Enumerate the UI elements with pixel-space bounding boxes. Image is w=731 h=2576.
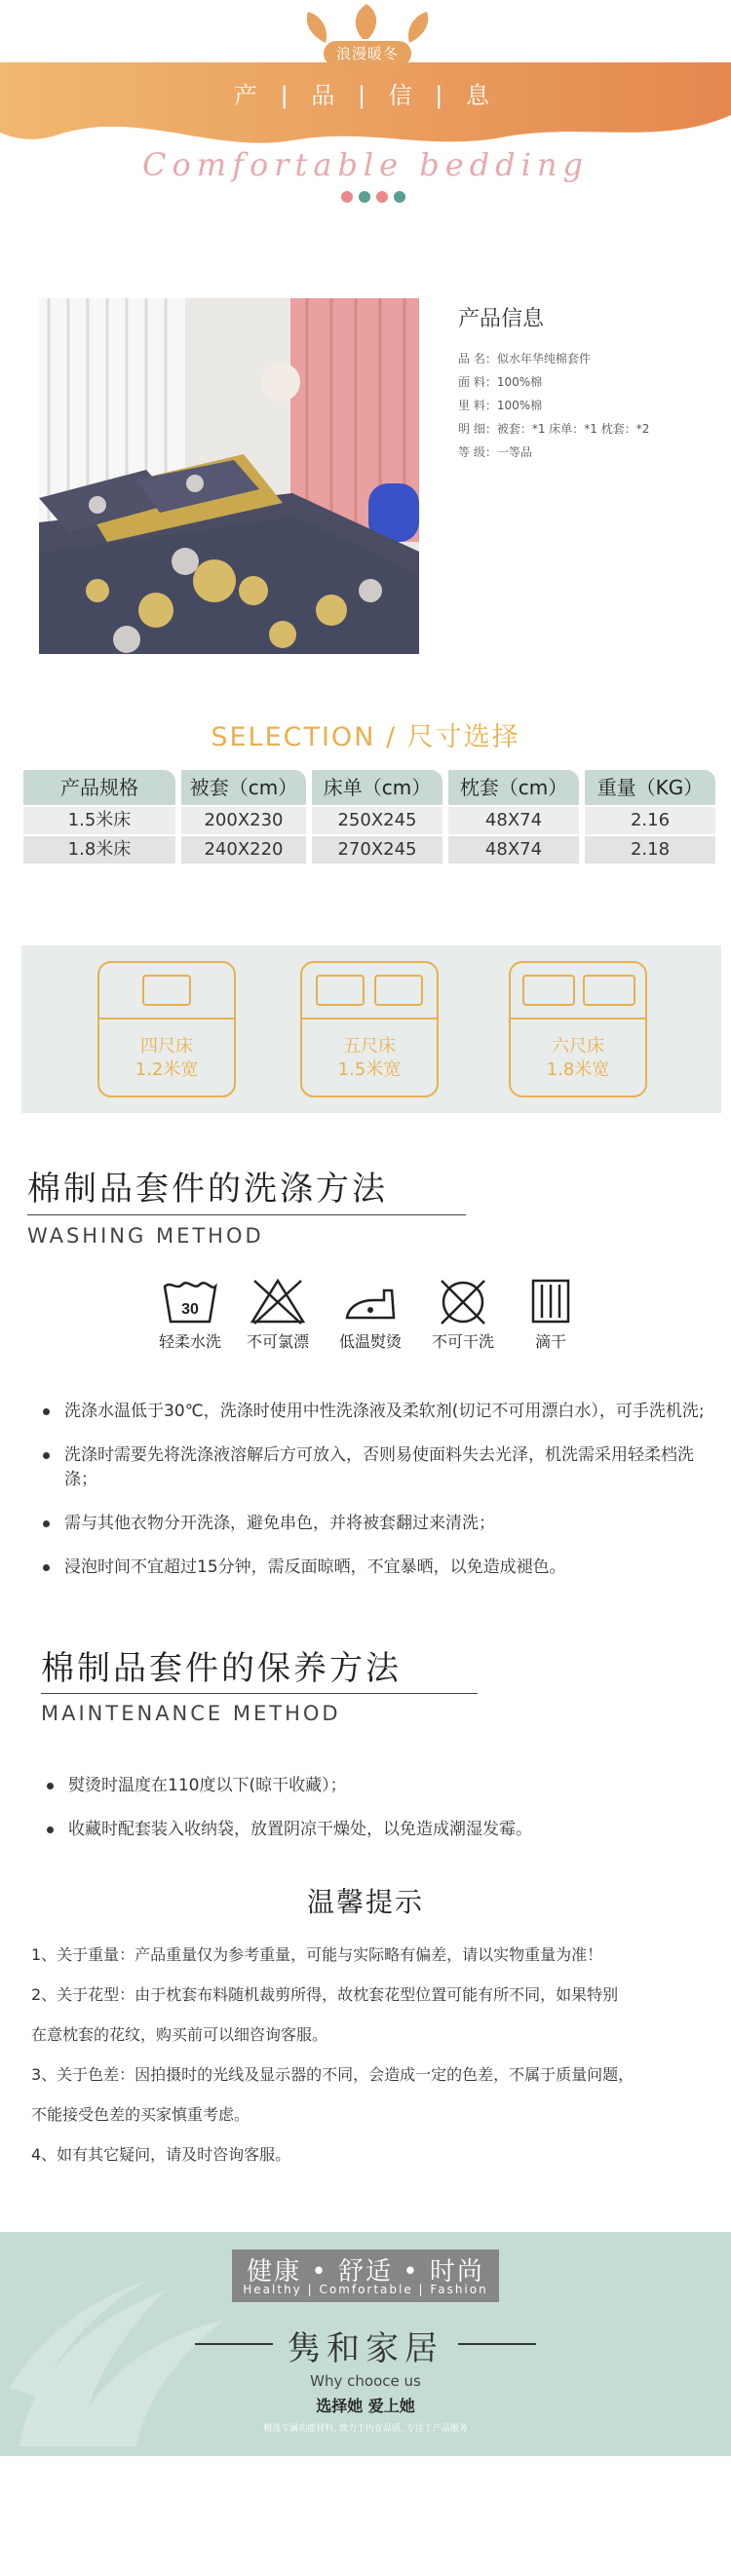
drip-dry-icon: 滴干 <box>517 1277 585 1352</box>
product-info-title: 产品信息 <box>458 307 545 331</box>
footer-choose: 选择她 爱上她 <box>316 2397 415 2415</box>
table-header-cell: 床单（cm） <box>312 770 442 805</box>
table-cell: 1.8米床 <box>23 836 175 864</box>
info-row: 明 细：被套：*1 床单：*1 枕套：*2 <box>458 422 650 436</box>
tip-line: 不能接受色差的买家慎重考虑。 <box>31 2105 250 2124</box>
svg-text:30: 30 <box>181 1301 199 1318</box>
bed-size-four-foot <box>97 961 236 1097</box>
pillow-icon <box>316 975 365 1006</box>
header-title: 产 | 品 | 信 | 息 <box>233 82 498 109</box>
list-item: 收藏时配套装入收纳袋，放置阴凉干燥处，以免造成潮湿发霉。 <box>43 1818 715 1842</box>
slogan-box <box>232 2249 499 2302</box>
bed-size-label: 六尺床 1.8米宽 <box>546 1036 610 1080</box>
page-header <box>0 0 731 224</box>
washing-icons <box>156 1277 585 1365</box>
header-badge: 浪漫暖冬 <box>324 41 411 66</box>
table-header-cell: 重量（KG） <box>585 770 715 805</box>
tip-line: 2、关于花型：由于枕套布料随机裁剪所得，故枕套花型位置可能有所不同，如果特别 <box>31 1985 619 2004</box>
table-header-cell: 产品规格 <box>23 770 175 805</box>
maintenance-subtitle: MAINTENANCE METHOD <box>41 1702 341 1725</box>
no-bleach-icon: 不可氯漂 <box>244 1277 312 1352</box>
wash-30-icon: 30 轻柔水洗 <box>156 1277 224 1352</box>
table-row <box>23 807 721 834</box>
maintenance-divider <box>41 1693 478 1694</box>
footer-brand: 隽和家居 <box>288 2329 443 2368</box>
table-cell: 2.18 <box>585 836 715 864</box>
tip-line: 4、如有其它疑问，请及时咨询客服。 <box>31 2145 291 2164</box>
table-cell: 240X220 <box>181 836 306 864</box>
pillow-icon <box>374 975 423 1006</box>
info-row: 里 料：100%棉 <box>458 399 543 412</box>
info-row: 面 料：100%棉 <box>458 375 543 389</box>
leaf-ornament-icon <box>307 4 428 43</box>
maintenance-title: 棉制品套件的保养方法 <box>41 1649 402 1688</box>
tips-list <box>31 1935 704 2174</box>
pillow-icon <box>522 975 575 1006</box>
brand-footer <box>0 2232 731 2456</box>
footer-small-text: 精选专属功能材料, 致力于内在品质, 专注于产品服务 <box>263 2424 468 2434</box>
bed-size-five-foot <box>300 961 439 1097</box>
table-cell: 270X245 <box>312 836 442 864</box>
no-dry-clean-icon: 不可干洗 <box>429 1277 497 1352</box>
table-cell: 48X74 <box>448 836 579 864</box>
table-cell: 2.16 <box>585 807 715 834</box>
dot <box>376 191 388 203</box>
bed-size-panel <box>21 945 721 1113</box>
product-info-list <box>458 347 649 464</box>
washing-title: 棉制品套件的洗涤方法 <box>27 1170 388 1209</box>
dot <box>394 191 405 203</box>
info-row: 等 级：一等品 <box>458 445 532 459</box>
maintenance-instructions <box>43 1774 715 1862</box>
bed-size-six-foot <box>509 961 647 1097</box>
info-row: 品 名：似水年华纯棉套件 <box>458 352 591 365</box>
low-iron-icon: 低温熨烫 <box>336 1277 404 1352</box>
table-cell: 250X245 <box>312 807 442 834</box>
table-row <box>23 836 721 864</box>
size-table <box>23 770 721 865</box>
footer-slogan: 健康 • 舒适 • 时尚 <box>247 2257 484 2287</box>
tip-line: 3、关于色差：因拍摄时的光线及显示器的不同，会造成一定的色差，不属于质量问题， <box>31 2065 635 2084</box>
tip-line: 在意枕套的花纹，购买前可以细咨询客服。 <box>31 2025 328 2044</box>
product-photo <box>39 298 419 654</box>
header-dots <box>341 191 405 203</box>
table-cell: 48X74 <box>448 807 579 834</box>
table-header-cell: 枕套（cm） <box>448 770 579 805</box>
dot <box>359 191 370 203</box>
bed-size-label: 五尺床 1.5米宽 <box>337 1036 402 1080</box>
list-item: 需与其他衣物分开洗涤，避免串色，并将被套翻过来清洗； <box>39 1512 712 1536</box>
footer-why: Why chooce us <box>310 2372 421 2390</box>
bed-size-label: 四尺床 1.2米宽 <box>135 1036 199 1080</box>
selection-title: SELECTION / 尺寸选择 <box>211 722 520 752</box>
list-item: 洗涤时需要先将洗涤液溶解后方可放入，否则易使面料失去光泽，机洗需采用轻柔档洗涤； <box>39 1443 712 1492</box>
table-header-row <box>23 770 721 805</box>
tip-line: 1、关于重量：产品重量仅为参考重量，可能与实际略有偏差，请以实物重量为准！ <box>31 1945 603 1964</box>
table-cell: 200X230 <box>181 807 306 834</box>
list-item: 浸泡时间不宜超过15分钟，需反面晾晒，不宜暴晒，以免造成褪色。 <box>39 1556 712 1580</box>
header-script-text: Comfortable bedding <box>142 146 589 183</box>
table-cell: 1.5米床 <box>23 807 175 834</box>
tips-title: 温馨提示 <box>306 1886 424 1918</box>
washing-instructions <box>39 1400 712 1599</box>
dot <box>341 191 353 203</box>
washing-subtitle: WASHING METHOD <box>27 1224 264 1248</box>
list-item: 熨烫时温度在110度以下(晾干收藏）； <box>43 1774 715 1798</box>
table-header-cell: 被套（cm） <box>181 770 306 805</box>
washing-divider <box>27 1214 466 1215</box>
footer-slogan-en: Healthy | Comfortable | Fashion <box>243 2283 488 2296</box>
pillow-icon <box>142 975 191 1006</box>
pillow-icon <box>583 975 635 1006</box>
list-item: 洗涤水温低于30℃，洗涤时使用中性洗涤液及柔软剂(切记不可用漂白水），可手洗机洗; <box>39 1400 712 1424</box>
